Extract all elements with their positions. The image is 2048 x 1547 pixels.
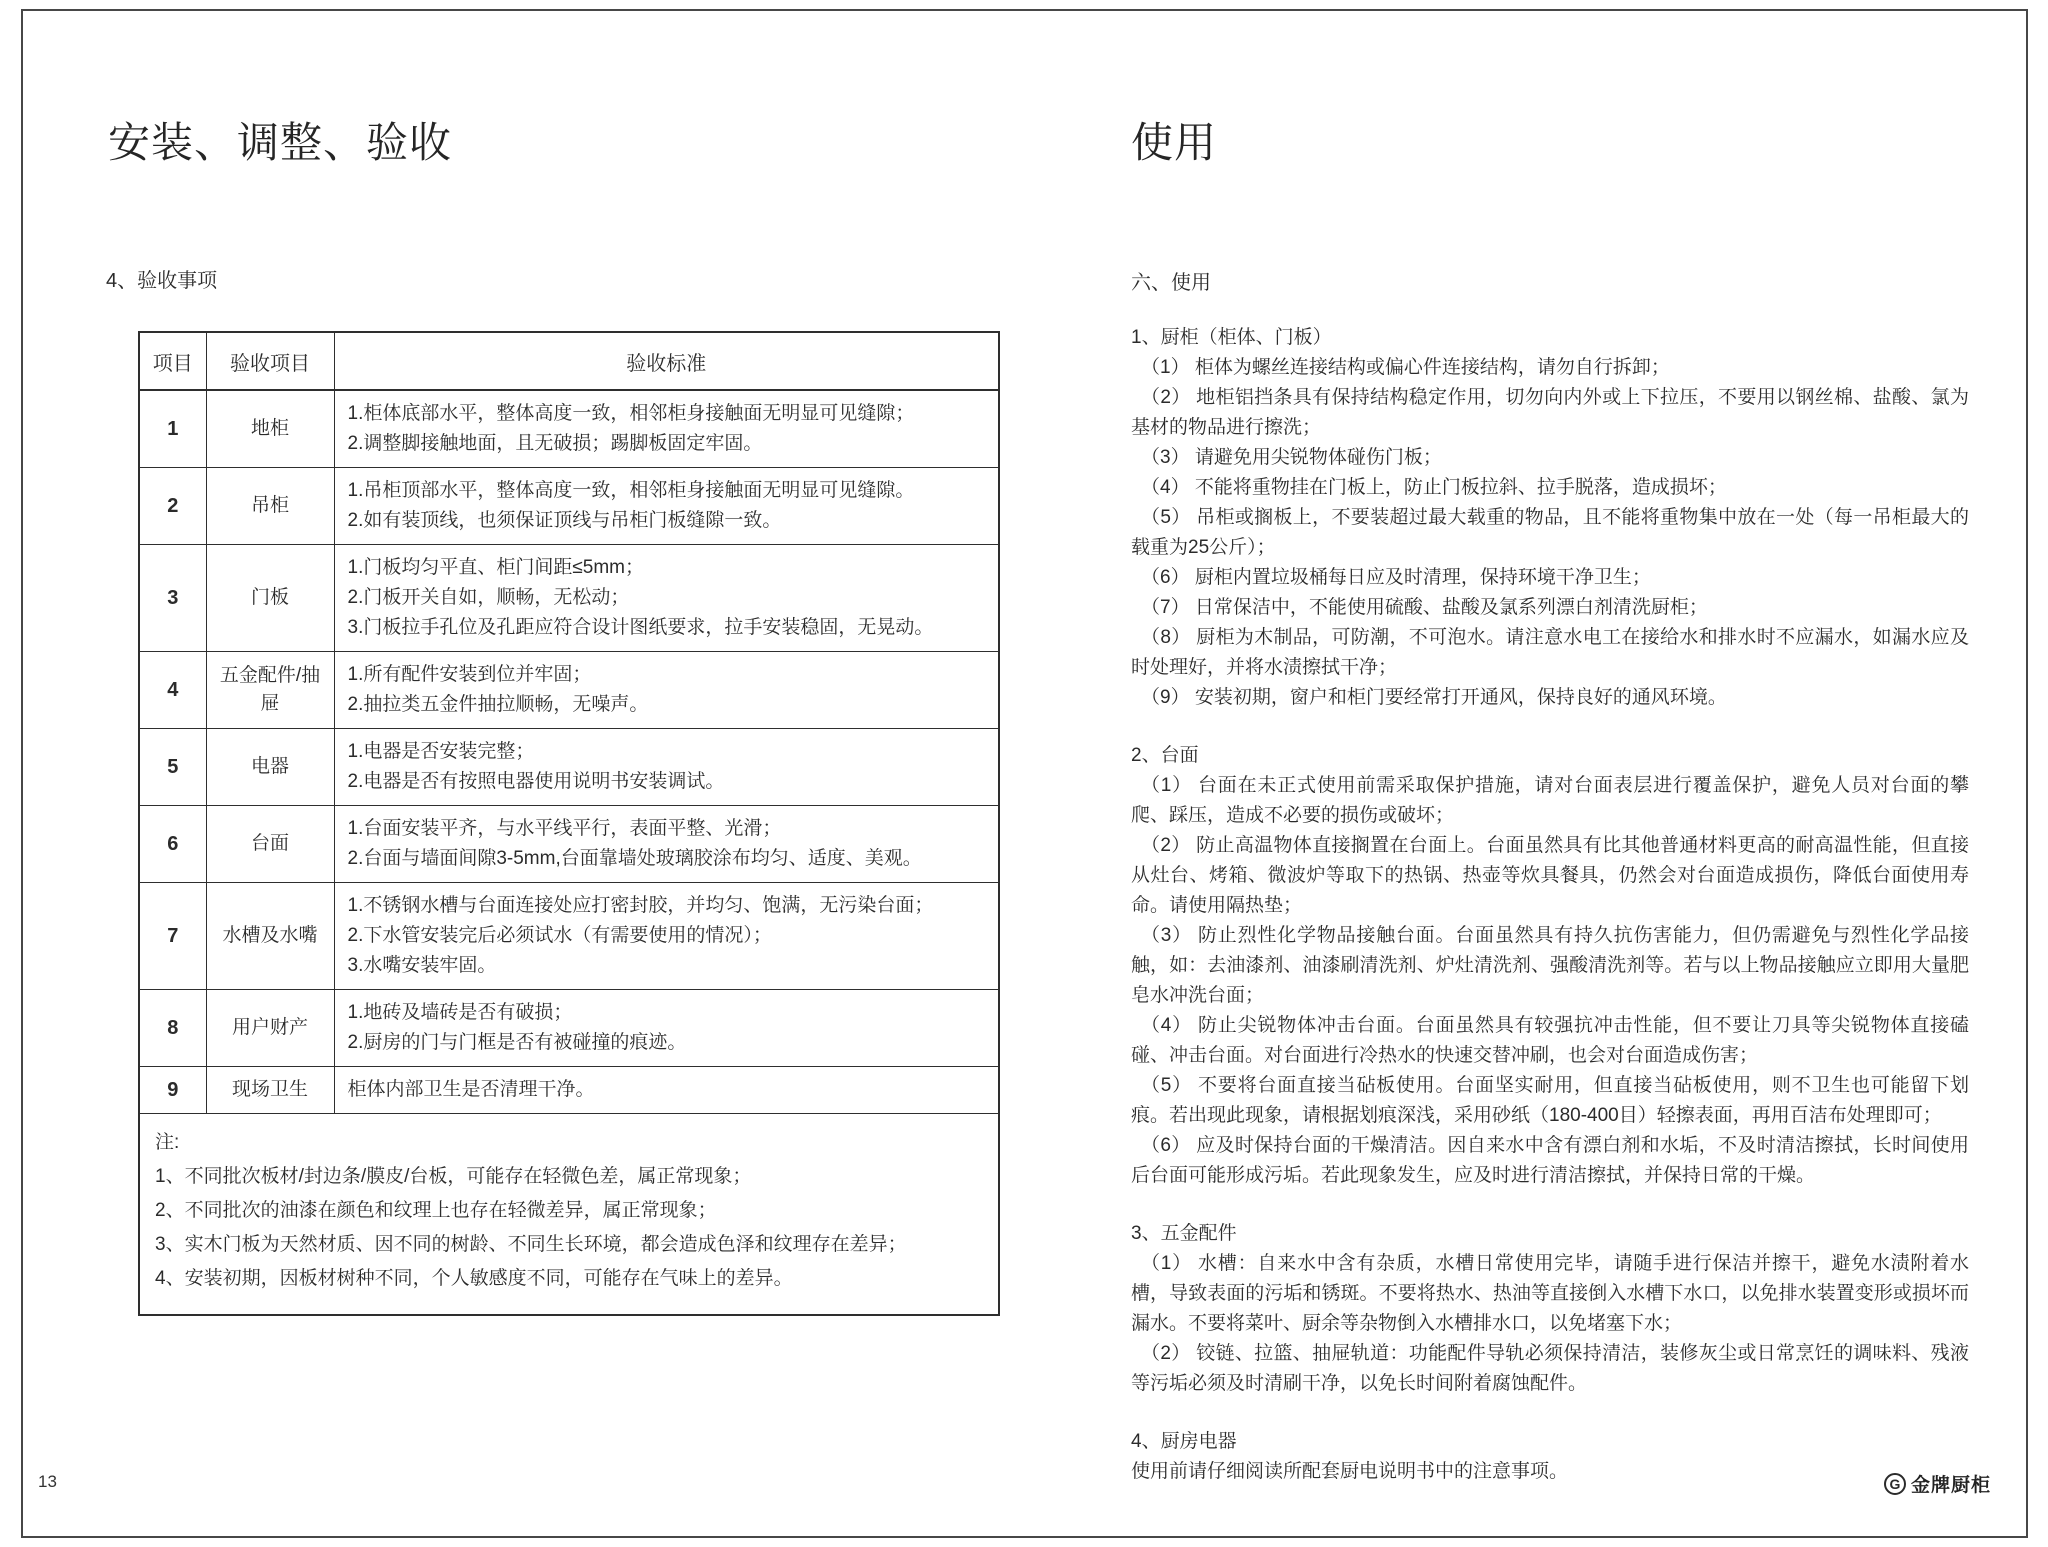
usage-paragraph: （1） 水槽：自来水中含有杂质，水槽日常使用完毕，请随手进行保洁并擦干，避免水渍附着水槽，导致表面的污垢和锈斑。不要将热水、热油等直接倒入水槽下水口，以免排水装置变形或损坏而漏水。不要将菜叶、厨余等杂物倒入水槽排水口，以免堵塞下水； — [1131, 1253, 1969, 1334]
usage-block-heading: 4、厨房电器 — [1131, 1431, 1237, 1452]
row-criteria — [334, 990, 999, 1067]
row-check-item: 水槽及水嘴 — [206, 883, 334, 990]
criteria-line: 2.如有装顶线，也须保证顶线与吊柜门板缝隙一致。 — [347, 510, 782, 531]
page-number: 13 — [38, 1472, 57, 1491]
header-row — [139, 332, 999, 390]
row-check-item: 台面 — [206, 806, 334, 883]
usage-paragraph: （1） 柜体为螺丝连接结构或偏心件连接结构，请勿自行拆卸； — [1141, 357, 1670, 378]
row-check-item: 五金配件/抽屉 — [206, 652, 334, 729]
row-criteria — [334, 883, 999, 990]
row-check-item: 现场卫生 — [206, 1067, 334, 1114]
acceptance-table — [138, 331, 1000, 1316]
row-check-item: 用户财产 — [206, 990, 334, 1067]
acceptance-row — [139, 806, 999, 883]
acceptance-table-notes — [139, 1114, 999, 1316]
row-criteria — [334, 652, 999, 729]
criteria-line: 3.水嘴安装牢固。 — [347, 955, 497, 976]
criteria-line: 1.所有配件安装到位并牢固； — [347, 664, 592, 685]
right-page-title: 使用 — [1131, 119, 1218, 166]
usage-column — [1131, 266, 1969, 1487]
usage-block — [1131, 323, 1969, 713]
usage-paragraph: （3） 请避免用尖锐物体碰伤门板； — [1141, 447, 1442, 468]
criteria-line: 2.电器是否有按照电器使用说明书安装调试。 — [347, 771, 725, 792]
usage-paragraph: （4） 不能将重物挂在门板上，防止门板拉斜、拉手脱落，造成损坏； — [1141, 477, 1727, 498]
usage-paragraph: （2） 防止高温物体直接搁置在台面上。台面虽然具有比其他普通材料更高的耐高温性能，但直接从灶台、烤箱、微波炉等取下的热锅、热壶等炊具餐具，仍然会对台面造成损伤，降低台面使用寿命。请使用隔热垫； — [1131, 835, 1969, 916]
row-criteria — [334, 545, 999, 652]
criteria-line: 1.台面安装平齐，与水平线平行，表面平整、光滑； — [347, 818, 782, 839]
row-number: 3 — [139, 545, 206, 652]
usage-paragraph: （7） 日常保洁中，不能使用硫酸、盐酸及氯系列漂白剂清洗厨柜； — [1141, 597, 1708, 618]
note-line: 4、安装初期，因板材树种不同，个人敏感度不同，可能存在气味上的差异。 — [155, 1268, 793, 1289]
acceptance-row — [139, 390, 999, 468]
usage-block — [1131, 1427, 1969, 1487]
acceptance-row — [139, 468, 999, 545]
notes-row — [139, 1114, 999, 1316]
acceptance-table-header — [139, 332, 999, 390]
acceptance-row — [139, 1067, 999, 1114]
criteria-line: 2.厨房的门与门框是否有被碰撞的痕迹。 — [347, 1032, 687, 1053]
brand-g-emblem-icon: G — [1884, 1473, 1906, 1495]
row-criteria — [334, 390, 999, 468]
usage-paragraph: （5） 吊柜或搁板上，不要装超过最大载重的物品，且不能将重物集中放在一处（每一吊柜最大的载重为25公斤）； — [1131, 507, 1969, 558]
usage-block-heading: 1、厨柜（柜体、门板） — [1131, 327, 1332, 348]
usage-paragraph: （2） 地柜铝挡条具有保持结构稳定作用，切勿向内外或上下拉压，不要用以钢丝棉、盐酸、氯为基材的物品进行擦洗； — [1131, 387, 1969, 438]
criteria-line: 2.下水管安装完后必须试水（有需要使用的情况）； — [347, 925, 772, 946]
usage-paragraph: （4） 防止尖锐物体冲击台面。台面虽然具有较强抗冲击性能，但不要让刀具等尖锐物体直接磕碰、冲击台面。对台面进行冷热水的快速交替冲刷，也会对台面造成伤害； — [1131, 1015, 1969, 1066]
usage-paragraph: （1） 台面在未正式使用前需采取保护措施，请对台面表层进行覆盖保护，避免人员对台面的攀爬、踩压，造成不必要的损伤或破坏； — [1131, 775, 1969, 826]
note-line: 2、不同批次的油漆在颜色和纹理上也存在轻微差异，属正常现象； — [155, 1200, 717, 1221]
criteria-line: 2.调整脚接触地面，且无破损；踢脚板固定牢固。 — [347, 433, 763, 454]
criteria-line: 1.门板均匀平直、柜门间距≤5mm； — [347, 557, 644, 578]
acceptance-table-body — [139, 390, 999, 1114]
note-line: 3、实木门板为天然材质、因不同的树龄、不同生长环境，都会造成色泽和纹理存在差异； — [155, 1234, 907, 1255]
usage-paragraph: （3） 防止烈性化学物品接触台面。台面虽然具有持久抗伤害能力，但仍需避免与烈性化学品接触，如：去油漆剂、油漆刷清洗剂、炉灶清洗剂、强酸清洗剂等。若与以上物品接触应立即用大量肥皂水冲洗台面； — [1131, 925, 1969, 1006]
row-number: 4 — [139, 652, 206, 729]
col-header-item-no: 项目 — [139, 332, 206, 390]
row-number: 2 — [139, 468, 206, 545]
row-number: 8 — [139, 990, 206, 1067]
acceptance-row — [139, 729, 999, 806]
usage-block — [1131, 741, 1969, 1191]
usage-paragraph: 使用前请仔细阅读所配套厨电说明书中的注意事项。 — [1131, 1461, 1569, 1482]
criteria-line: 1.不锈钢水槽与台面连接处应打密封胶，并均匀、饱满，无污染台面； — [347, 895, 934, 916]
row-check-item: 吊柜 — [206, 468, 334, 545]
left-section-label: 4、验收事项 — [106, 270, 218, 292]
row-criteria — [334, 806, 999, 883]
usage-block-heading: 2、台面 — [1131, 745, 1199, 766]
row-check-item: 电器 — [206, 729, 334, 806]
usage-paragraph: （6） 厨柜内置垃圾桶每日应及时清理，保持环境干净卫生； — [1141, 567, 1651, 588]
row-check-item: 门板 — [206, 545, 334, 652]
usage-paragraph: （9） 安装初期，窗户和柜门要经常打开通风，保持良好的通风环境。 — [1141, 687, 1727, 708]
criteria-line: 2.抽拉类五金件抽拉顺畅，无噪声。 — [347, 694, 649, 715]
row-number: 1 — [139, 390, 206, 468]
row-number: 7 — [139, 883, 206, 990]
brand-logo — [1884, 1470, 1991, 1497]
row-check-item: 地柜 — [206, 390, 334, 468]
criteria-line: 1.地砖及墙砖是否有破损； — [347, 1002, 573, 1023]
usage-paragraph: （6） 应及时保持台面的干燥清洁。因自来水中含有漂白剂和水垢，不及时清洁擦拭，长时间使用后台面可能形成污垢。若此现象发生，应及时进行清洁擦拭，并保持日常的干燥。 — [1131, 1135, 1969, 1186]
left-page-title: 安装、调整、验收 — [108, 119, 453, 166]
col-header-check-item: 验收项目 — [206, 332, 334, 390]
usage-paragraph: （2） 铰链、拉篮、抽屉轨道：功能配件导轨必须保持清洁，装修灰尘或日常烹饪的调味料、残液等污垢必须及时清刷干净，以免长时间附着腐蚀配件。 — [1131, 1343, 1969, 1394]
criteria-line: 2.台面与墙面间隙3-5mm,台面靠墙处玻璃胶涂布均匀、适度、美观。 — [347, 848, 922, 869]
usage-section-label: 六、使用 — [1131, 272, 1211, 294]
row-number: 6 — [139, 806, 206, 883]
brand-name: 金牌厨柜 — [1911, 1475, 1992, 1496]
criteria-line: 3.门板拉手孔位及孔距应符合设计图纸要求，拉手安装稳固，无晃动。 — [347, 617, 934, 638]
usage-blocks — [1131, 323, 1969, 1487]
acceptance-row — [139, 652, 999, 729]
usage-paragraph: （8） 厨柜为木制品，可防潮，不可泡水。请注意水电工在接给水和排水时不应漏水，如漏水应及时处理好，并将水渍擦拭干净； — [1131, 627, 1969, 678]
acceptance-row — [139, 990, 999, 1067]
criteria-line: 1.电器是否安装完整； — [347, 741, 535, 762]
notes-cell — [139, 1114, 999, 1316]
acceptance-row — [139, 545, 999, 652]
criteria-line: 柜体内部卫生是否清理干净。 — [347, 1079, 595, 1100]
col-header-criteria: 验收标准 — [334, 332, 999, 390]
usage-block — [1131, 1219, 1969, 1399]
usage-paragraph: （5） 不要将台面直接当砧板使用。台面坚实耐用，但直接当砧板使用，则不卫生也可能留下划痕。若出现此现象，请根据划痕深浅，采用砂纸（180-400目）轻擦表面，再用百洁布处理即可； — [1131, 1075, 1969, 1126]
acceptance-row — [139, 883, 999, 990]
row-number: 5 — [139, 729, 206, 806]
criteria-line: 1.吊柜顶部水平，整体高度一致，相邻柜身接触面无明显可见缝隙。 — [347, 480, 915, 501]
row-criteria — [334, 1067, 999, 1114]
criteria-line: 2.门板开关自如，顺畅，无松动； — [347, 587, 630, 608]
usage-block-heading: 3、五金配件 — [1131, 1223, 1237, 1244]
row-criteria — [334, 468, 999, 545]
row-number: 9 — [139, 1067, 206, 1114]
note-line: 1、不同批次板材/封边条/膜皮/台板，可能存在轻微色差，属正常现象； — [155, 1166, 752, 1187]
criteria-line: 1.柜体底部水平，整体高度一致，相邻柜身接触面无明显可见缝隙； — [347, 403, 915, 424]
row-criteria — [334, 729, 999, 806]
notes-label: 注: — [155, 1132, 180, 1153]
